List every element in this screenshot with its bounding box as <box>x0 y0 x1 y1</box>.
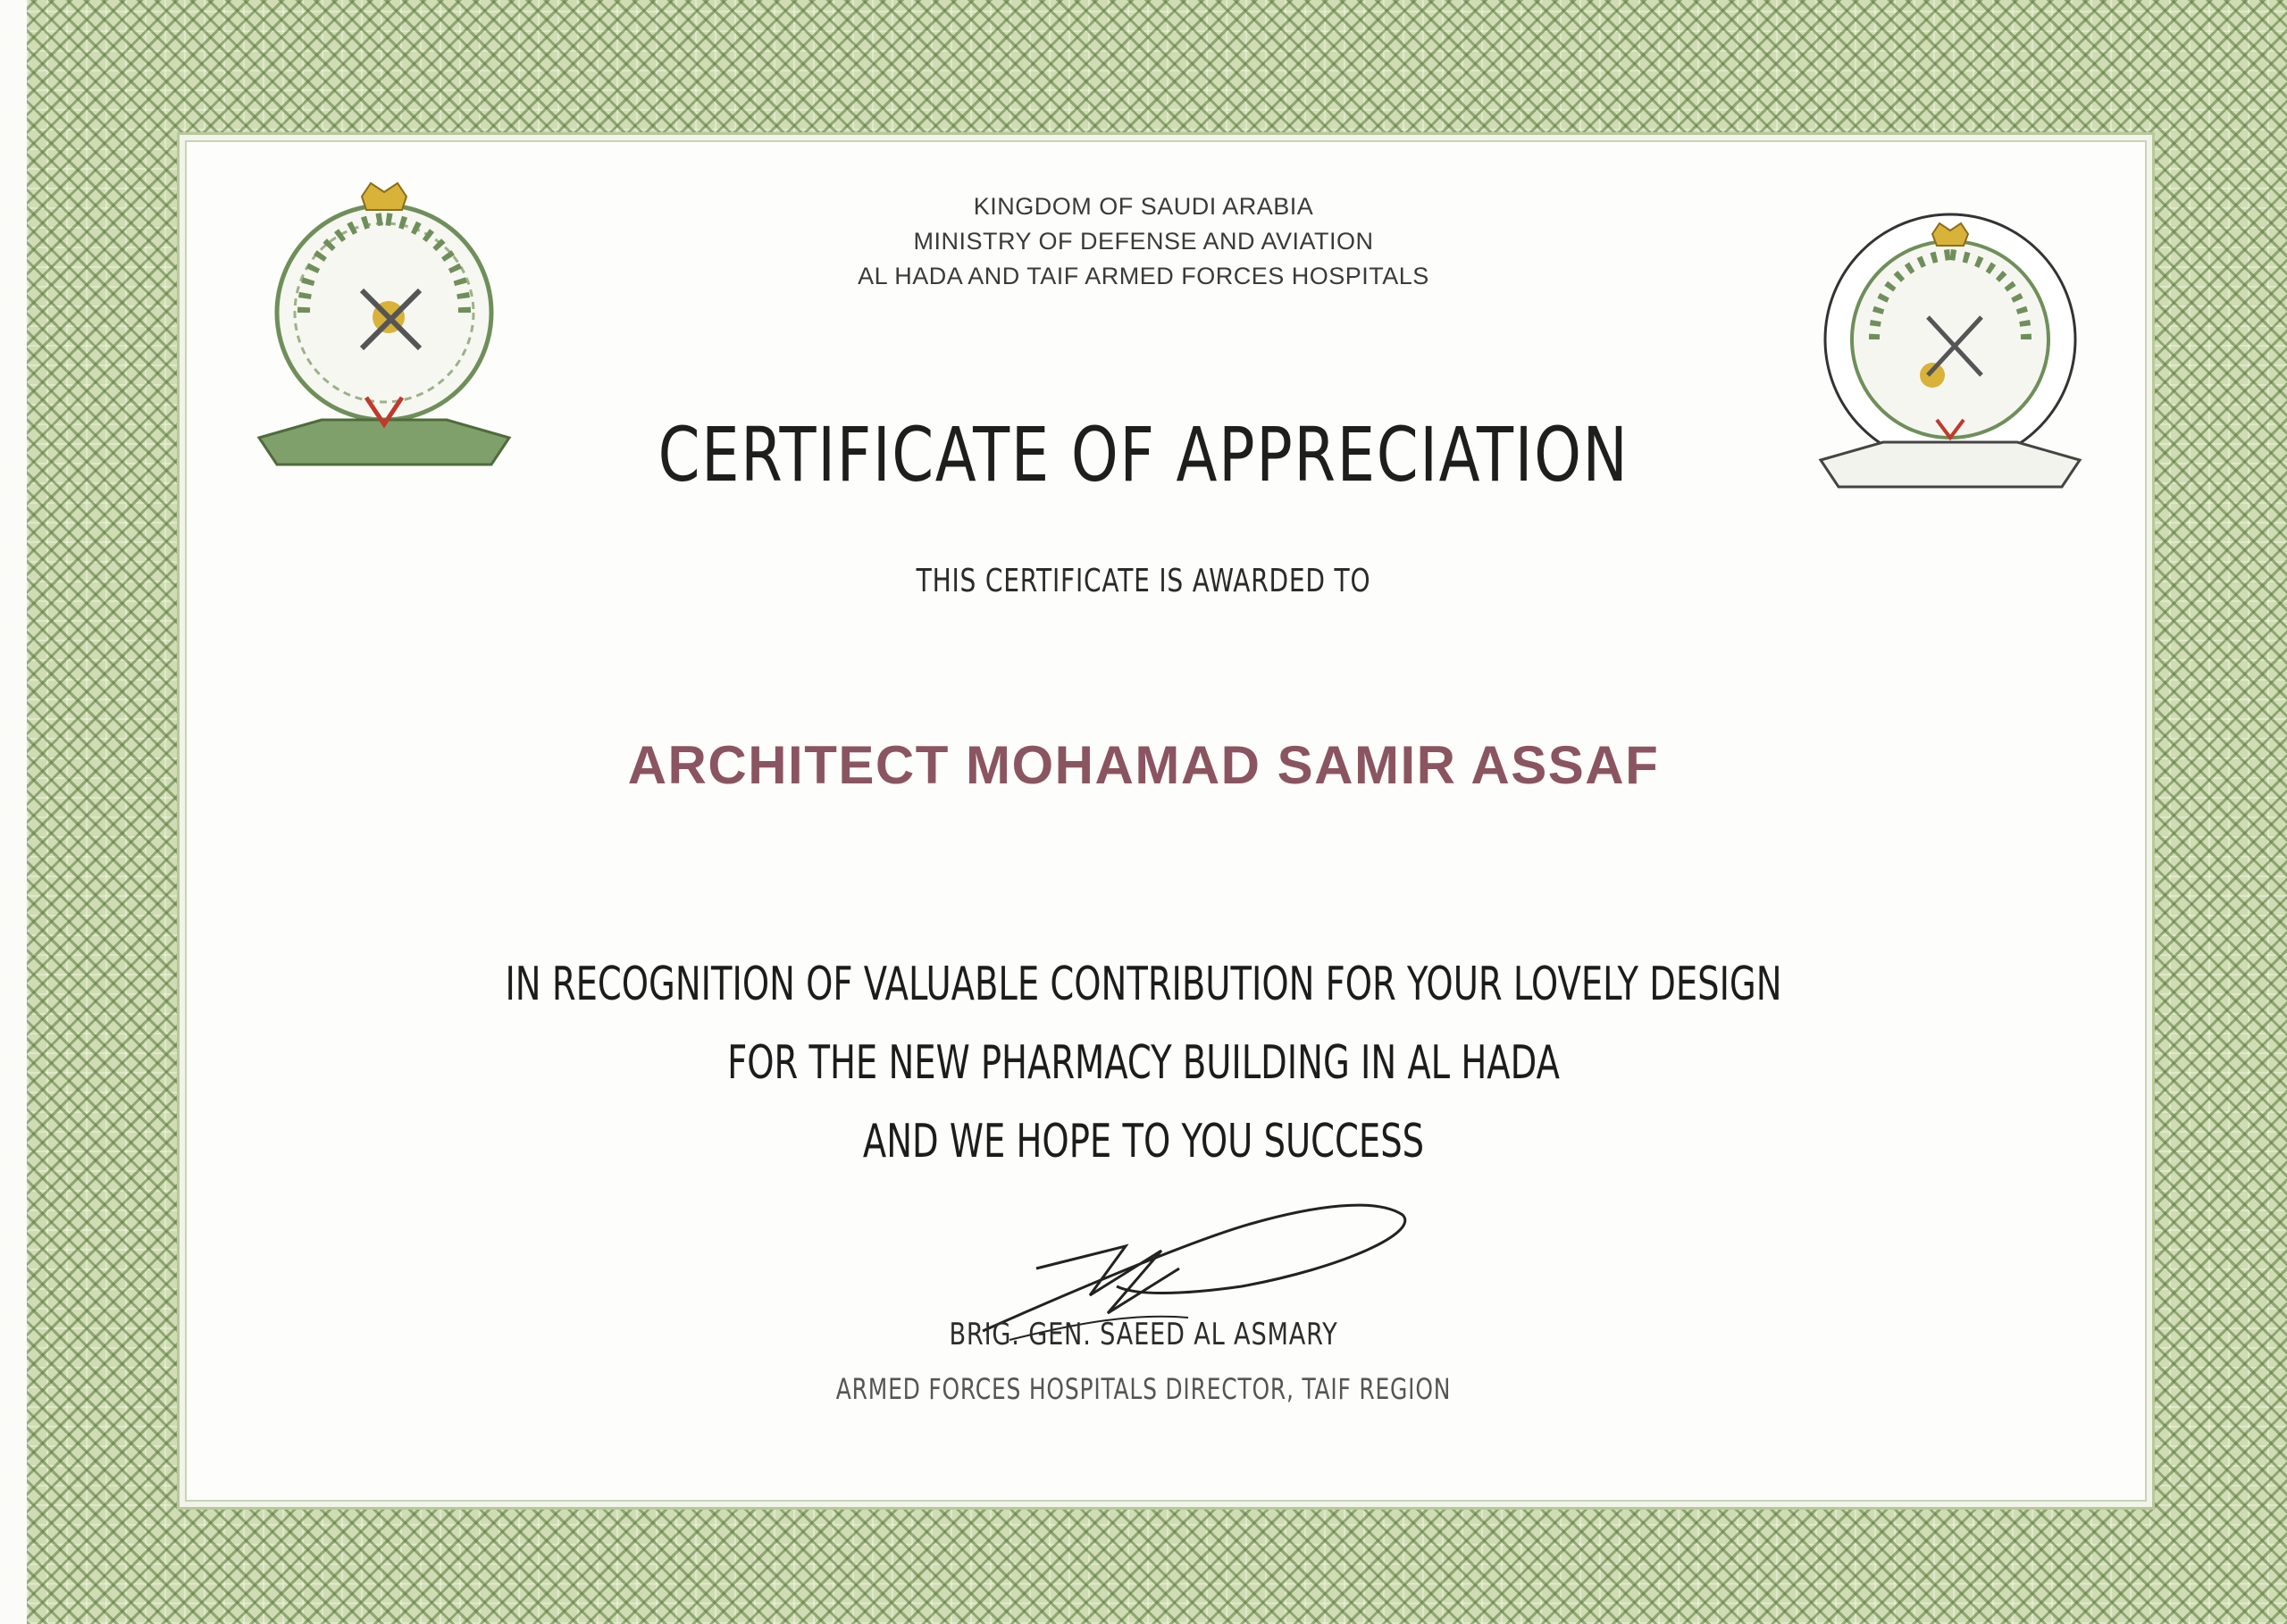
certificate-title: CERTIFICATE OF APPRECIATION <box>658 411 1629 498</box>
recipient-name: ARCHITECT MOHAMAD SAMIR ASSAF <box>627 735 1660 795</box>
recognition-line-1: IN RECOGNITION OF VALUABLE CONTRIBUTION FOR YOUR LOVELY DESIGN <box>505 958 1782 1011</box>
recognition-text <box>297 945 1990 1181</box>
header-line-ministry: MINISTRY OF DEFENSE AND AVIATION <box>913 228 1374 255</box>
signatory-name: BRIG. GEN. SAEED AL ASMARY <box>949 1317 1338 1352</box>
recognition-line-3: AND WE HOPE TO YOU SUCCESS <box>862 1115 1425 1168</box>
issuer-header <box>0 189 2287 294</box>
recognition-line-2: FOR THE NEW PHARMACY BUILDING IN AL HADA <box>727 1036 1560 1090</box>
awarded-to-label: THIS CERTIFICATE IS AWARDED TO <box>916 563 1371 599</box>
signatory-title: ARMED FORCES HOSPITALS DIRECTOR, TAIF REGION <box>835 1372 1452 1406</box>
header-line-kingdom: KINGDOM OF SAUDI ARABIA <box>973 193 1314 220</box>
header-line-hospitals: AL HADA AND TAIF ARMED FORCES HOSPITALS <box>858 263 1429 289</box>
